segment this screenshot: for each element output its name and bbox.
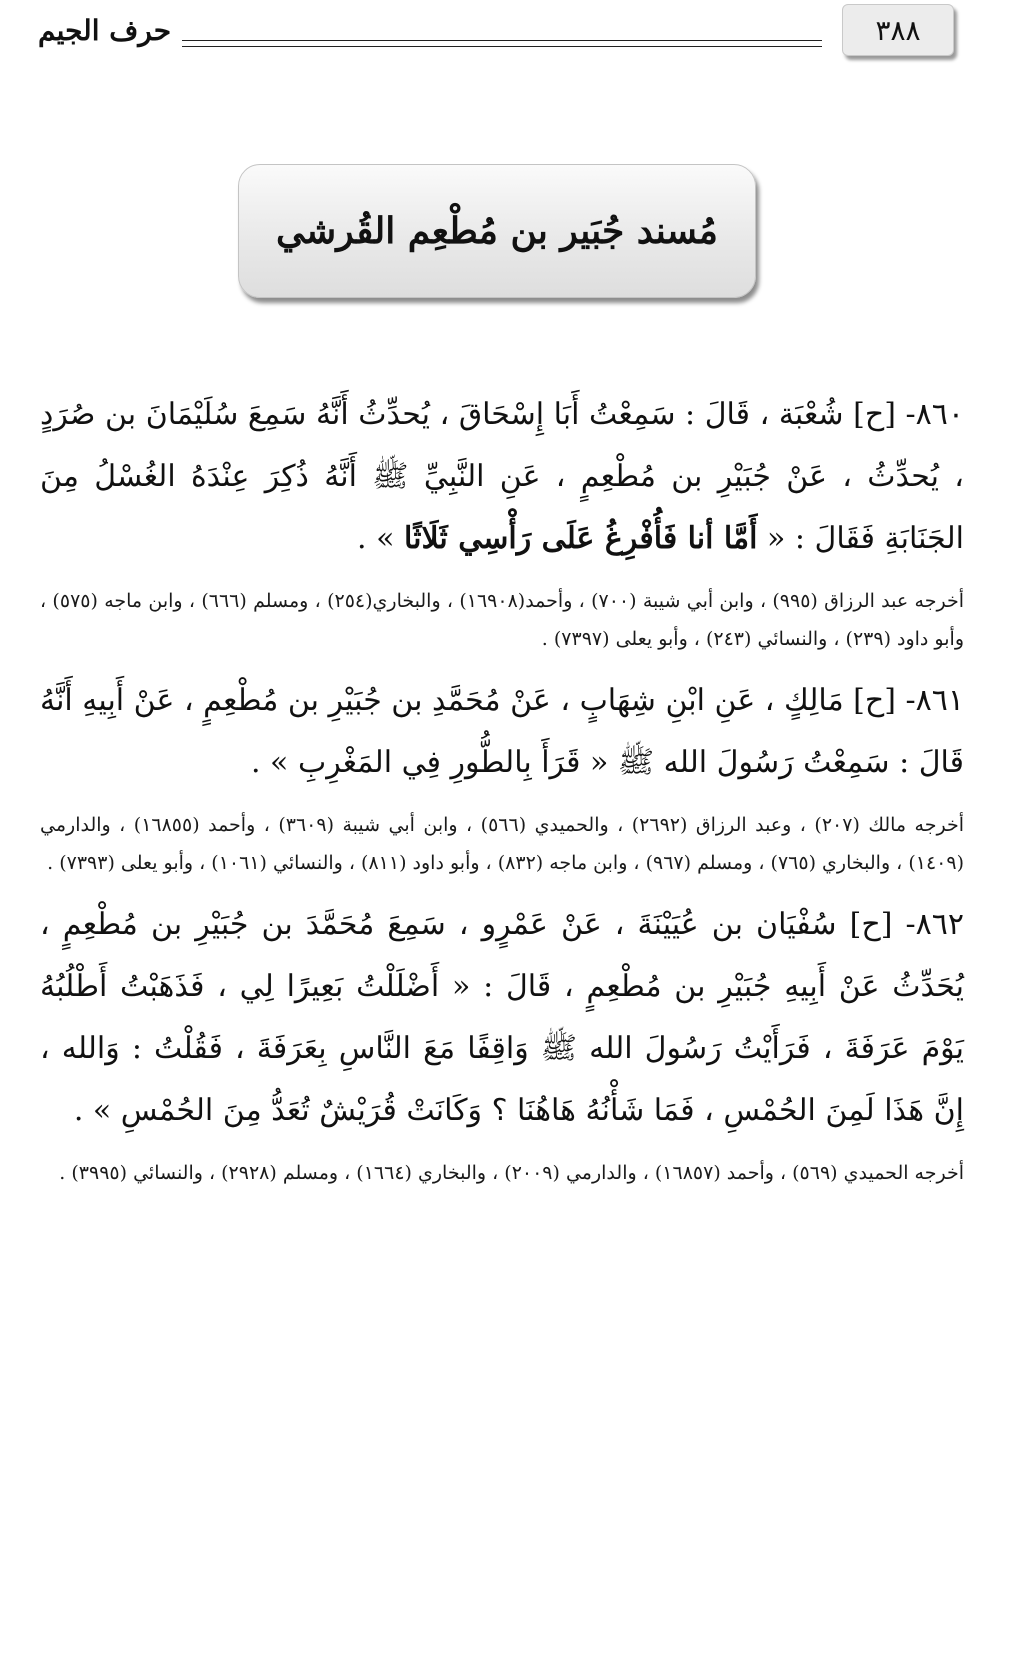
- takhrij-note: أخرجه عبد الرزاق (٩٩٥) ، وابن أبي شيبة (٧٠٠) ، وأحمد(١٦٩٠٨) ، والبخاري(٢٥٤) ، ومسلم (٦٦٦) ، وابن ماجه (٥٧٥) ، وأبو داود (٢٣٩) ، والنسائي (٢٤٣) ، وأبو يعلى (٧٣٩٧) .: [40, 590, 964, 650]
- takhrij-note: أخرجه الحميدي (٥٦٩) ، وأحمد (١٦٨٥٧) ، والدارمي (٢٠٠٩) ، والبخاري (١٦٦٤) ، ومسلم (٢٩٢٨) ، والنسائي (٣٩٩٥) .: [59, 1162, 964, 1184]
- hadith-number: ٨٦٢-: [905, 907, 964, 942]
- hadith-quote: أَمَّا أنا فَأُفْرِغُ عَلَى رَأْسِي ثَلَاثًا: [404, 521, 758, 556]
- hadith-number: ٨٦٠-: [905, 397, 964, 432]
- page-number: ٣٨٨: [875, 13, 921, 47]
- chapter-title-box: [238, 164, 756, 298]
- chapter-title: مُسند جُبَير بن مُطْعِم القُرشي: [276, 210, 718, 252]
- hadith-list: [40, 384, 964, 1204]
- hadith-text: [40, 670, 964, 794]
- header-rule: [182, 40, 822, 47]
- hadith-body: [ح] شُعْبَة ، قَالَ : سَمِعْتُ أَبَا إِسْحَاقَ ، يُحدِّثُ أَنَّهُ سَمِعَ سُلَيْمَانَ بن صُرَدٍ ، يُحدِّثُ ، عَنْ جُبَيْرِ بن مُطْعِمٍ ، عَنِ النَّبِيِّ ﷺ أَنَّهُ ذُكِرَ عِنْدَهُ الغُسْلُ مِنَ الجَنَابَةِ فَقَالَ : «: [40, 397, 964, 556]
- hadith-entry: [40, 670, 964, 882]
- hadith-entry: [40, 894, 964, 1192]
- hadith-body: [ح] سُفْيَان بن عُيَيْنَةَ ، عَنْ عَمْرٍو ، سَمِعَ مُحَمَّدَ بن جُبَيْرِ بن مُطْعِمٍ ، يُحَدِّثُ عَنْ أَبِيهِ جُبَيْرِ بن مُطْعِمٍ ، قَالَ : « أَضْلَلْتُ بَعِيرًا لِي ، فَذَهَبْتُ أَطْلُبُهُ يَوْمَ عَرَفَةَ ، فَرَأَيْتُ رَسُولَ الله ﷺ وَاقِفًا مَعَ النَّاسِ بِعَرَفَةَ ، فَقُلْتُ : وَالله ، إِنَّ هَذَا لَمِنَ الحُمْسِ ، فَمَا شَأْنُهُ هَاهُنَا ؟ وَكَانَتْ قُرَيْشٌ تُعَدُّ مِنَ الحُمْسِ » .: [40, 907, 964, 1128]
- hadith-number: ٨٦١-: [905, 683, 964, 718]
- hadith-text: [40, 384, 964, 570]
- running-title: حرف الجيم: [38, 14, 171, 47]
- hadith-entry: [40, 384, 964, 658]
- takhrij-note: أخرجه مالك (٢٠٧) ، وعبد الرزاق (٢٦٩٢) ، والحميدي (٥٦٦) ، وابن أبي شيبة (٣٦٠٩) ، وأحمد (١٦٨٥٥) ، والدارمي (١٤٠٩) ، والبخاري (٧٦٥) ، ومسلم (٩٦٧) ، وابن ماجه (٨٣٢) ، وأبو داود (٨١١) ، والنسائي (١٠٦١) ، وأبو يعلى (٧٣٩٣) .: [40, 814, 965, 874]
- hadith-text: [40, 894, 964, 1142]
- page-number-badge: [842, 4, 954, 56]
- hadith-body-end: » .: [357, 521, 395, 556]
- hadith-body: [ح] مَالِكٍ ، عَنِ ابْنِ شِهَابٍ ، عَنْ مُحَمَّدِ بن جُبَيْرِ بن مُطْعِمٍ ، عَنْ أَبِيهِ أَنَّهُ قَالَ : سَمِعْتُ رَسُولَ الله ﷺ « قَرَأَ بِالطُّورِ فِي المَغْرِبِ » .: [40, 683, 964, 780]
